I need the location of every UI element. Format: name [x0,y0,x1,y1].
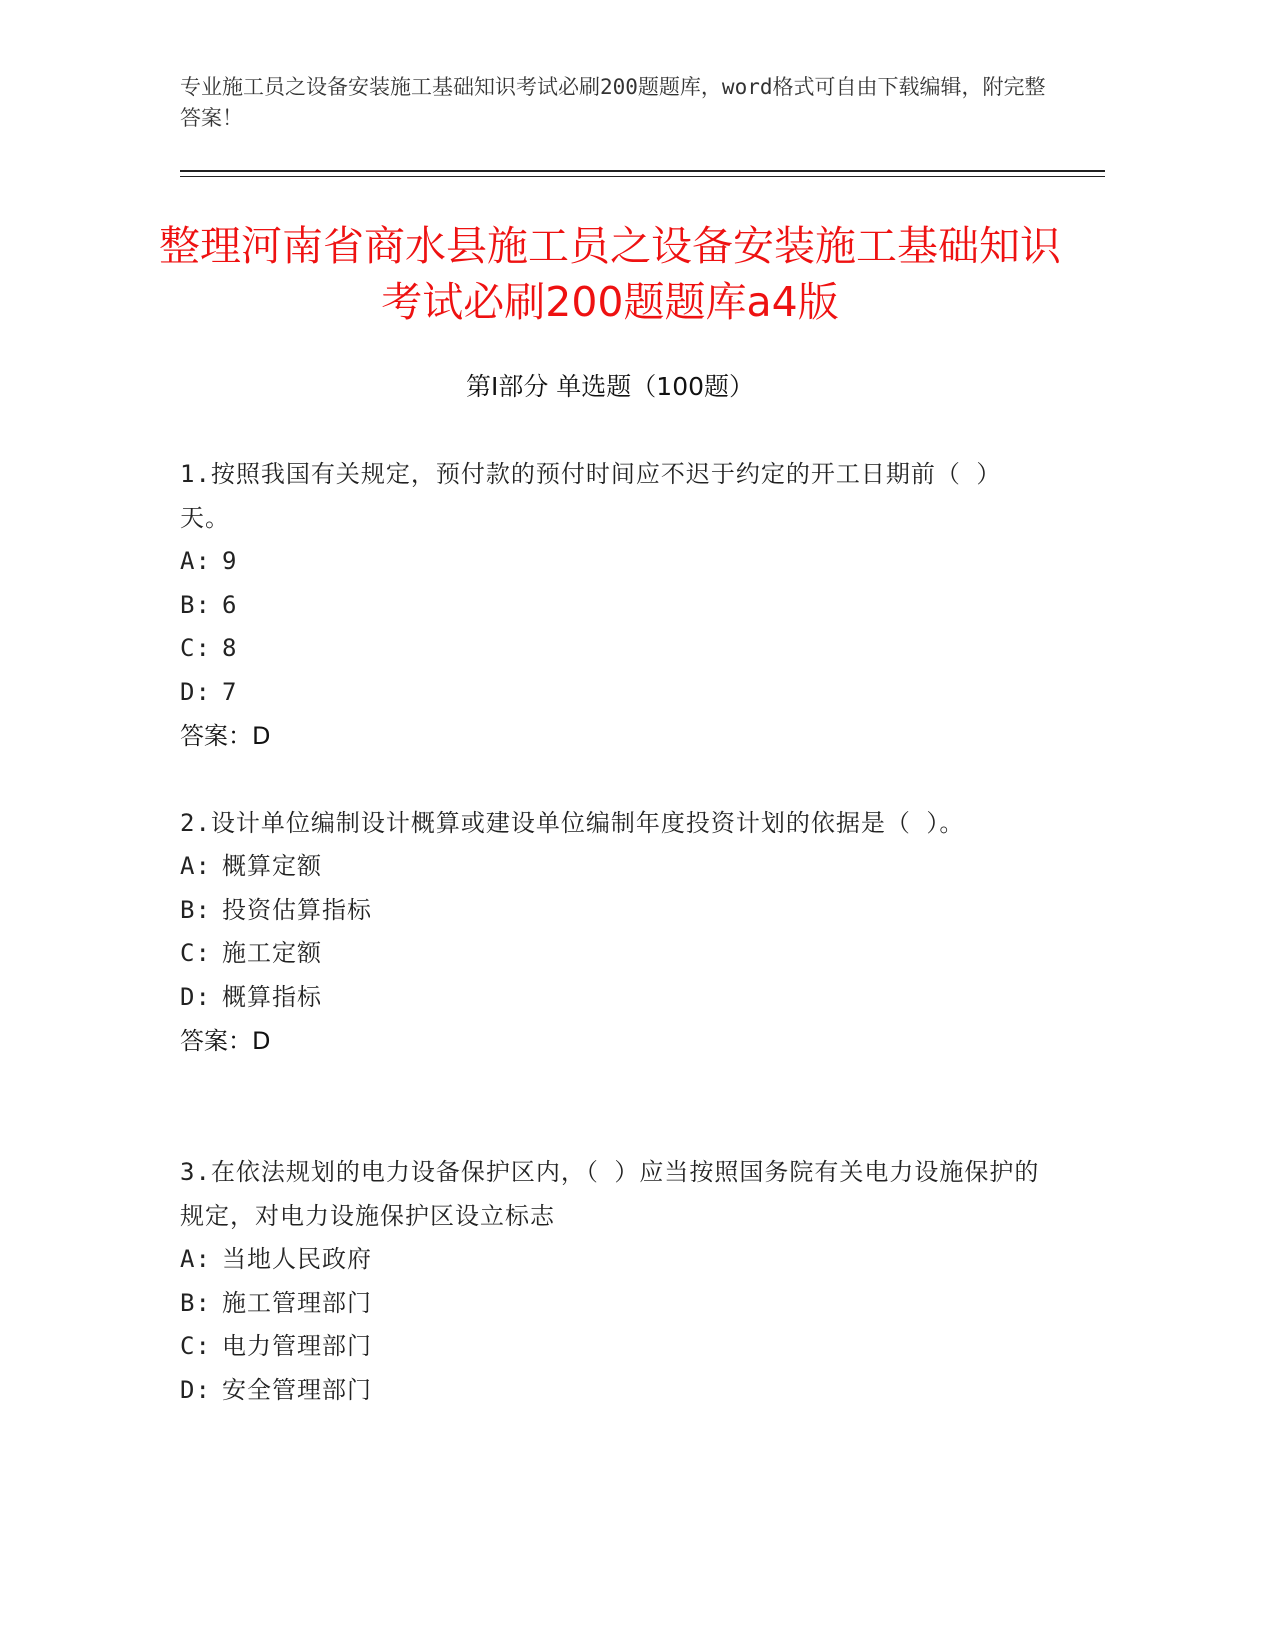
option-text: 9 [222,547,238,575]
question-stem: 2.设计单位编制设计概算或建设单位编制年度投资计划的依据是（ ）。 [180,809,965,837]
question-3 [180,1150,1040,1412]
option-text: 电力管理部门 [222,1332,372,1360]
option-d [180,976,1040,1020]
option-text: 安全管理部门 [222,1375,372,1404]
document-title: 整理河南省商水县施工员之设备安装施工基础知识考试必刷200题题库a4版 [159,222,1061,326]
option-b [180,584,1040,628]
option-key: D: [180,982,211,1011]
option-text: 投资估算指标 [222,895,372,924]
option-a [180,540,1040,584]
option-text: 施工定额 [222,939,322,967]
option-a [180,845,1040,889]
header-divider-thick [180,170,1105,172]
question-1 [180,452,1040,758]
option-key: C: [180,1332,211,1360]
option-b [180,889,1040,933]
option-key: D: [180,1375,211,1404]
answer-value: D [252,1027,271,1055]
answer-value: D [252,722,271,750]
option-key: D: [180,677,211,706]
answer-label: 答案： [180,722,252,750]
option-text: 概算指标 [222,982,322,1011]
option-c [180,627,1040,671]
option-c [180,1325,1040,1369]
question-stem: 1.按照我国有关规定，预付款的预付时间应不迟于约定的开工日期前（ ）天。 [180,460,1002,532]
option-key: A: [180,547,211,575]
option-key: C: [180,634,211,662]
question-2 [180,801,1040,1063]
option-text: 7 [222,677,238,706]
header-divider-thin [180,176,1105,177]
question-stem: 3.在依法规划的电力设备保护区内，（ ）应当按照国务院有关电力设施保护的规定，对电力设施保护区设立标志 [180,1158,1040,1230]
answer-line [180,714,1040,758]
answer-label: 答案： [180,1027,252,1055]
option-key: B: [180,895,211,924]
option-d [180,1369,1040,1413]
option-text: 概算定额 [222,852,322,880]
option-a [180,1238,1040,1282]
option-key: B: [180,1288,211,1317]
option-text: 6 [222,590,238,619]
option-d [180,671,1040,715]
option-key: A: [180,1245,211,1273]
option-text: 8 [222,634,238,662]
option-b [180,1282,1040,1326]
header-note: 专业施工员之设备安装施工基础知识考试必刷200题题库，word格式可自由下载编辑，附完整答案！ [180,75,1046,130]
option-text: 当地人民政府 [222,1245,372,1273]
option-text: 施工管理部门 [222,1288,372,1317]
option-key: C: [180,939,211,967]
option-key: B: [180,590,211,619]
option-c [180,932,1040,976]
answer-line [180,1019,1040,1063]
option-key: A: [180,852,211,880]
section-heading: 第I部分 单选题（100题） [465,372,755,401]
